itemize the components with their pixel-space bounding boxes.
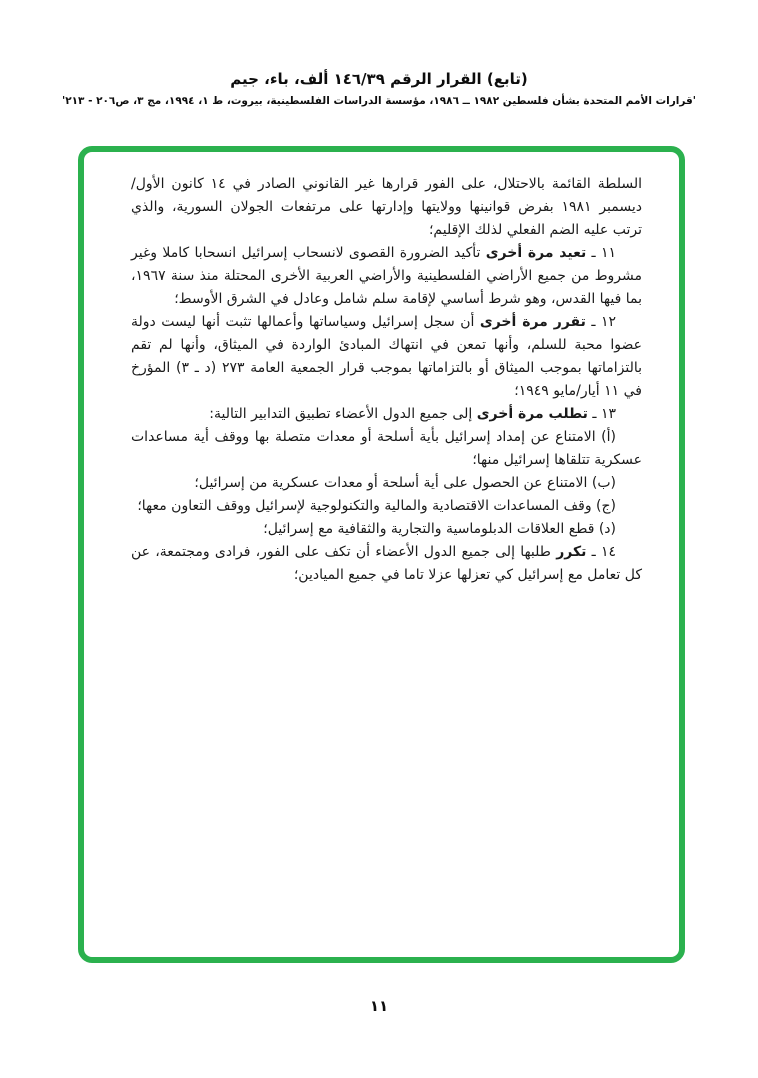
subparagraph-b (131, 472, 642, 495)
paragraph-emphasis: تطلب مرة أخرى (476, 406, 588, 422)
paragraph-11 (131, 242, 642, 311)
subparagraph-a (131, 426, 642, 472)
subparagraph-d (131, 518, 642, 541)
paragraph-text: (د) قطع العلاقات الدبلوماسية والتجارية والثقافية مع إسرائيل؛ (263, 521, 616, 537)
paragraph-text: السلطة القائمة بالاحتلال، على الفور قرارها غير القانوني الصادر في ١٤ كانون الأول/ديسمبر ١٩٨١ بفرض قوانينها وولايتها وإدارتها على مرتفعات الجولان السورية، والذي ترتب عليه الضم الفعلي لذلك الإقليم؛ (131, 176, 642, 238)
page-header (0, 70, 758, 107)
content-box (78, 146, 685, 963)
paragraph-text: (ج) وقف المساعدات الاقتصادية والمالية والتكنولوجية لإسرائيل ووقف التعاون معها؛ (137, 498, 616, 514)
paragraph-text: إلى جميع الدول الأعضاء تطبيق التدابير التالية: (209, 406, 477, 422)
paragraph-emphasis: تكرر (556, 544, 587, 560)
paragraph-number: ١٢ ـ (585, 314, 616, 330)
paragraph-text: تأكيد الضرورة القصوى لانسحاب إسرائيل انسحابا كاملا وغير مشروط من جميع الأراضي الفلسطينية والأراضي العربية الأخرى المحتلة منذ سنة ١٩٦٧، بما فيها القدس، وهو شرط أساسي لإقامة سلم شامل وعادل في الشرق الأوسط؛ (131, 245, 642, 307)
paragraph-text: (ب) الامتناع عن الحصول على أية أسلحة أو معدات عسكرية من إسرائيل؛ (194, 475, 616, 491)
source-citation: 'قرارات الأمم المتحدة بشأن فلسطين ١٩٨٢ ــ ١٩٨٦، مؤسسة الدراسات الفلسطينية، بيروت، ط ١، ١٩٩٤، مج ٣، ص٢٠٦ - ٢١٣' (61, 95, 697, 107)
paragraph-text: طلبها إلى جميع الدول الأعضاء أن تكف على الفور، فرادى ومجتمعة، عن كل تعامل مع إسرائيل كي تعزلها عزلا تاما في جميع الميادين؛ (131, 544, 642, 583)
paragraph-number: ١٣ ـ (587, 406, 616, 422)
paragraph-emphasis: تقرر مرة أخرى (479, 314, 586, 330)
subparagraph-c (131, 495, 642, 518)
paragraph-number: ١٤ ـ (586, 544, 616, 560)
paragraph-text: (أ) الامتناع عن إمداد إسرائيل بأية أسلحة أو معدات متصلة بها ووقف أية مساعدات عسكرية تتلقاها إسرائيل منها؛ (131, 429, 642, 468)
paragraph-13 (131, 403, 642, 426)
paragraph-text: أن سجل إسرائيل وسياساتها وأعمالها تثبت أنها ليست دولة عضوا محبة للسلم، وأنها تمعن في انتهاك المبادئ الواردة في الميثاق، وأنها لم تقم بالتزاماتها بموجب الميثاق أو بالتزاماتها بموجب قرار الجمعية العامة ٢٧٣ (د ـ ٣) المؤرخ في ١١ أيار/مايو ١٩٤٩؛ (131, 314, 642, 399)
paragraph-12 (131, 311, 642, 403)
paragraph-emphasis: تعيد مرة أخرى (485, 245, 587, 261)
resolution-title: (تابع) القرار الرقم ١٤٦/٣٩ ألف، باء، جيم (230, 70, 528, 88)
paragraph-number: ١١ ـ (586, 245, 617, 261)
paragraph-14 (131, 541, 642, 587)
page-number: ١١ (369, 997, 389, 1015)
paragraph-continuation (131, 173, 642, 242)
